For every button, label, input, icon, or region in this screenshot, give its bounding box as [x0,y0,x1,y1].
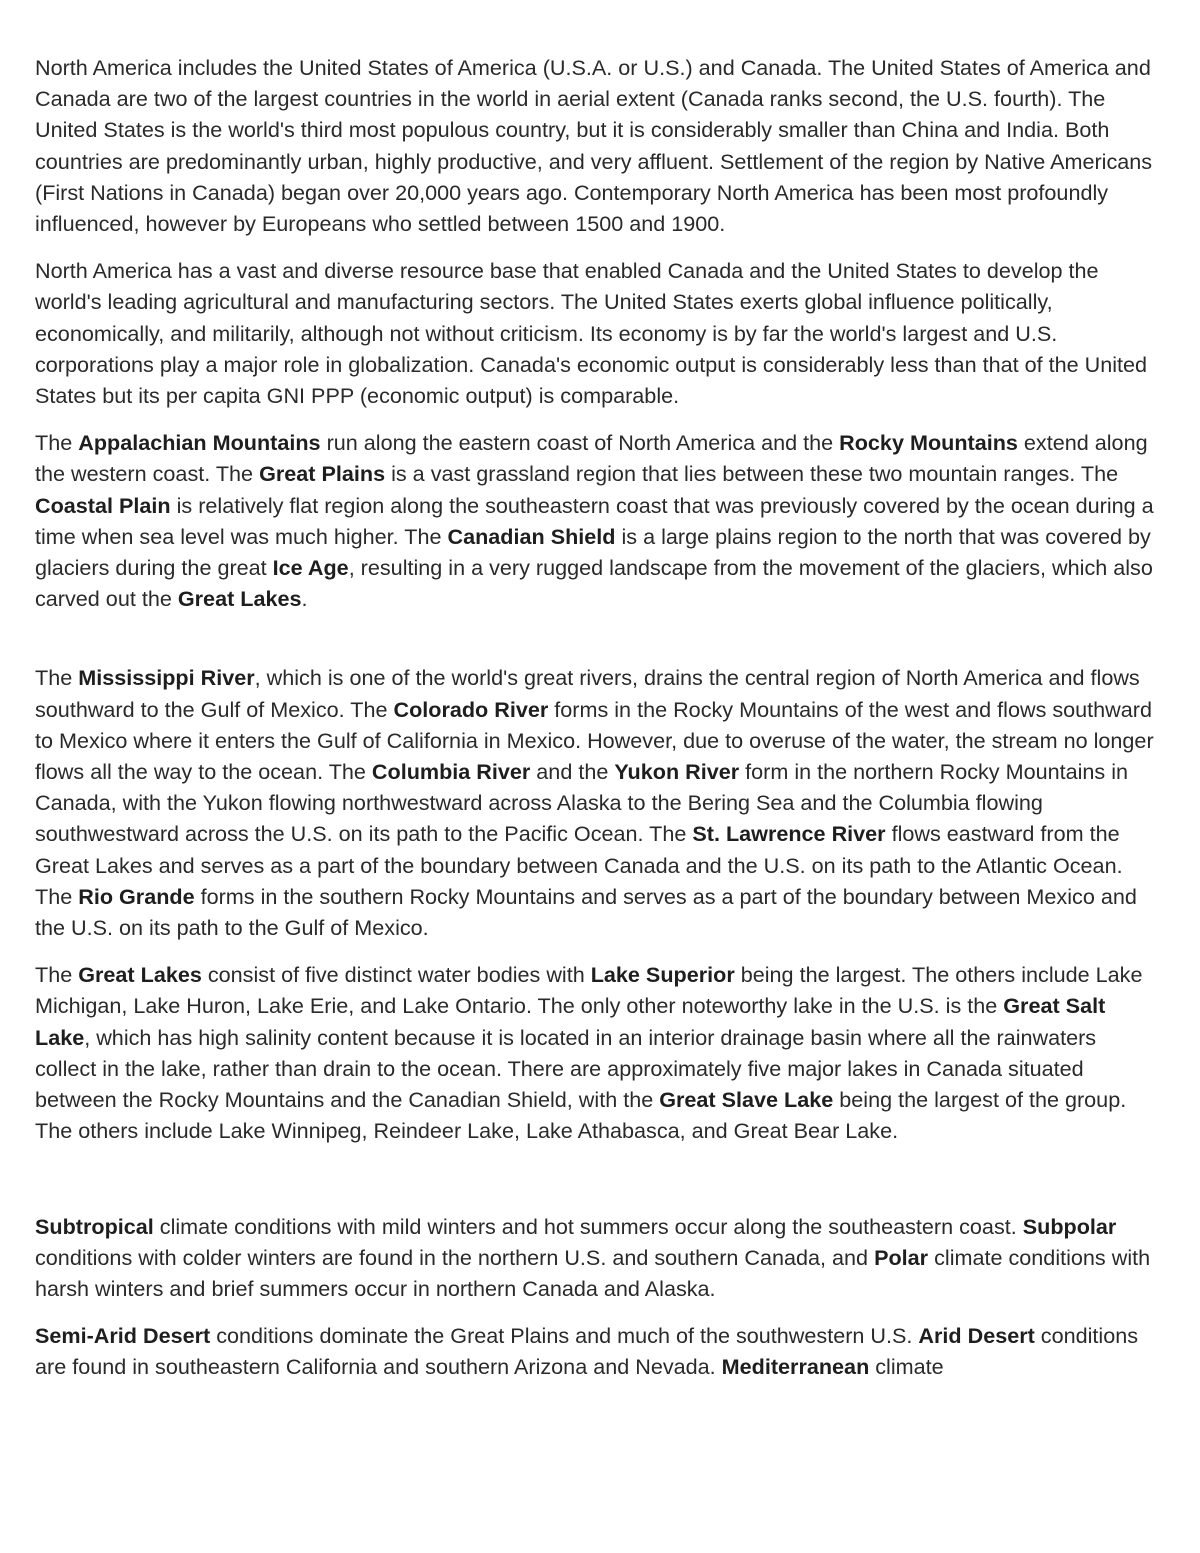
paragraph-lakes [35,959,1163,1146]
term-rio-grande: Rio Grande [78,883,195,909]
text-segment: . [301,586,308,612]
paragraph-overview [35,52,1163,239]
term-semi-arid-desert: Semi-Arid Desert [35,1323,211,1349]
term-coastal-plain: Coastal Plain [35,492,171,518]
term-mississippi-river: Mississippi River [78,665,255,691]
term-great-slave-lake: Great Slave Lake [659,1087,834,1113]
text-segment: North America has a vast and diverse resource base that enabled Canada and the United States to develop the world's leading agricultural and manufacturing sectors. The United States exerts global influence politically, economically, and militarily, although not without criticism. Its economy is by far the world's largest and U.S. corporations play a major role in globalization. Canada's economic output is considerably less than that of the United States but its per capita GNI PPP (economic output) is comparable. [35,258,1148,409]
text-segment: and the [530,759,615,785]
text-segment: extend along the western coast. The [35,430,1148,487]
paragraph-climate [35,1211,1163,1305]
paragraph-resources [35,255,1163,411]
term-great-plains: Great Plains [259,461,386,487]
text-segment: , resulting in a very rugged landscape from the movement of the glaciers, which also carved out the [35,555,1153,612]
text-segment: conditions are found in southeastern California and southern Arizona and Nevada. [35,1323,1139,1380]
text-segment: is a large plains region to the north that was covered by glaciers during the great [35,523,1151,581]
text-segment: The [35,962,79,988]
term-appalachian-mountains: Appalachian Mountains [78,430,321,456]
text-segment: , which is one of the world's great rivers, drains the central region of North America and flows southward to the Gulf of Mexico. The [35,665,1140,722]
text-segment: is a vast grassland region that lies between these two mountain ranges. The [385,461,1119,487]
text-segment: forms in the Rocky Mountains of the west and flows southward to Mexico where it enters the Gulf of California in Mexico. However, due to overuse of the water, the stream no longer flows all the way to the ocean. The [35,696,1154,785]
term-colorado-river: Colorado River [393,696,549,722]
text-segment: , which has high salinity content because it is located in an interior drainage basin where all the rainwaters collect in the lake, rather than drain to the ocean. There are approximately five major lakes in Canada situated between the Rocky Mountains and the Canadian Shield, with the [35,1024,1097,1113]
text-segment: The [35,430,79,456]
term-st-lawrence-river: St. Lawrence River [692,821,886,847]
term-great-lakes: Great Lakes [177,586,302,612]
term-lake-superior: Lake Superior [590,962,735,988]
text-segment: climate conditions with harsh winters and brief summers occur in northern Canada and Alaska. [35,1244,1151,1301]
text-segment: The [35,665,79,691]
text-segment: conditions with colder winters are found in the northern U.S. and southern Canada, and [35,1244,875,1270]
term-great-lakes: Great Lakes [78,962,202,988]
text-segment: flows eastward from the Great Lakes and serves as a part of the boundary between Canada and the U.S. on its path to the Atlantic Ocean. The [35,821,1123,909]
term-canadian-shield: Canadian Shield [447,523,616,549]
term-yukon-river: Yukon River [614,759,740,785]
text-segment: consist of five distinct water bodies with [201,962,591,988]
text-segment: is relatively flat region along the southeastern coast that was previously covered by the ocean during a time when sea level was much higher. The [35,492,1154,549]
text-segment: climate [869,1354,944,1380]
text-segment: North America includes the United States of America (U.S.A. or U.S.) and Canada. The United States of America and Canada are two of the largest countries in the world in aerial extent (Canada ranks second, the U.S. fourth). The United States is the world's third most populous country, but it is considerably smaller than China and India. Both countries are predominantly urban, highly productive, and very affluent. Settlement of the region by Native Americans (First Nations in Canada) began over 20,000 years ago. Contemporary North America has been most profoundly influenced, however by Europeans who settled between 1500 and 1900. [35,55,1153,237]
term-mediterranean: Mediterranean [721,1354,870,1380]
text-segment: run along the eastern coast of North America and the [320,430,840,456]
text-segment: climate conditions with mild winters and hot summers occur along the southeastern coast. [153,1213,1023,1239]
term-ice-age: Ice Age [272,555,349,581]
document-page [35,52,1163,1399]
text-segment: forms in the southern Rocky Mountains and serves as a part of the boundary between Mexico and the U.S. on its path to the Gulf of Mexico. [35,883,1137,941]
term-columbia-river: Columbia River [371,759,531,785]
text-segment: form in the northern Rocky Mountains in Canada, with the Yukon flowing northwestward across Alaska to the Bering Sea and the Columbia flowing southwestward across the U.S. on its path to the Pacific Ocean. The [35,759,1129,847]
text-segment: being the largest. The others include Lake Michigan, Lake Huron, Lake Erie, and Lake Ontario. The only other noteworthy lake in the U.S. is the [35,962,1143,1019]
paragraph-rivers [35,662,1163,943]
term-rocky-mountains: Rocky Mountains [839,430,1018,456]
paragraph-deserts [35,1320,1163,1382]
text-segment: being the largest of the group. The others include Lake Winnipeg, Reindeer Lake, Lake Athabasca, and Great Bear Lake. [35,1087,1127,1144]
term-arid-desert: Arid Desert [918,1323,1035,1349]
text-segment: conditions dominate the Great Plains and much of the southwestern U.S. [210,1323,919,1349]
term-subtropical: Subtropical [35,1213,154,1239]
paragraph-landforms [35,427,1163,614]
term-great-salt-lake: Great Salt Lake [35,993,1106,1050]
term-subpolar: Subpolar [1022,1213,1117,1239]
term-polar: Polar [874,1244,929,1270]
